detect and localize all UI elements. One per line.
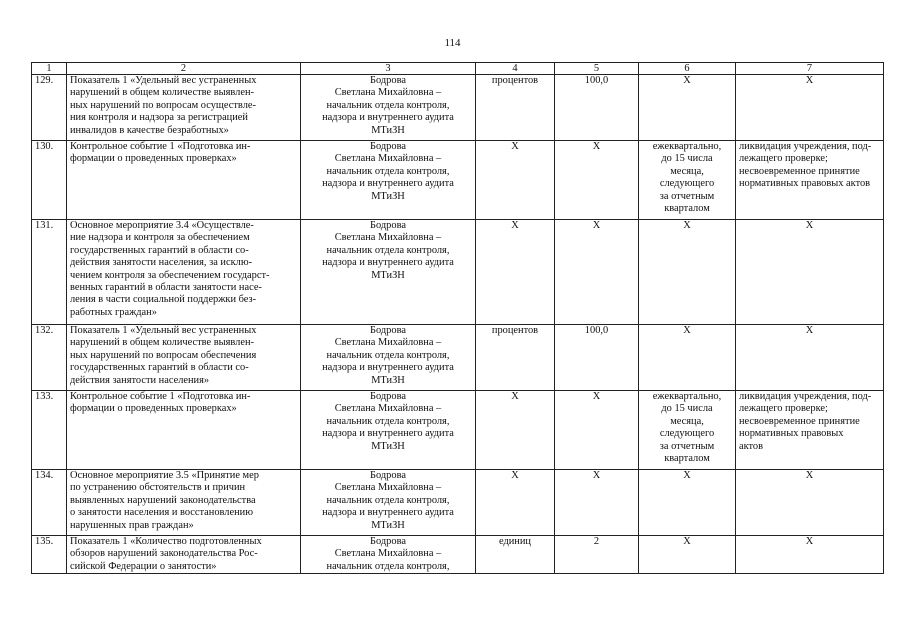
column-number: 2 [67, 63, 301, 75]
responsible-person-line: Светлана Михайловна – [334, 337, 442, 349]
reporting-deadline-line: Х [683, 325, 691, 336]
target-value-line: 100,0 [584, 75, 609, 86]
indicator-description-line: о занятости населения и восстановлению [70, 507, 253, 519]
indicator-description-cell [67, 391, 301, 470]
indicator-description-line: действия занятости населения» [70, 374, 210, 386]
responsible-person-line: надзора и внутреннего аудита [322, 178, 454, 190]
responsible-person-line: Бодрова [370, 75, 406, 86]
reporting-deadline-line: до 15 числа [661, 153, 713, 165]
risk-factors-line: Х [805, 75, 814, 86]
reporting-deadline-line: ежеквартально, [652, 141, 722, 152]
responsible-person-line: Бодрова [370, 470, 406, 481]
column-number-row [32, 63, 884, 75]
reporting-deadline-line: за отчетным [659, 440, 715, 452]
row-number: 129. [32, 75, 67, 141]
indicator-description-line: работных граждан» [70, 306, 157, 318]
responsible-person-line: надзора и внутреннего аудита [322, 428, 454, 440]
unit-of-measure-line: процентов [491, 325, 539, 336]
indicator-description-cell [67, 220, 301, 325]
risk-factors-cell [736, 391, 884, 470]
unit-of-measure-line: Х [511, 391, 519, 402]
reporting-deadline-line: кварталом [664, 203, 710, 215]
risk-factors-line: Х [805, 220, 814, 231]
risk-factors-cell [736, 536, 884, 574]
responsible-person-line: МТиЗН [371, 269, 405, 281]
target-value-cell [555, 220, 639, 325]
indicator-description-line: государственных гарантий в области со- [70, 244, 249, 256]
unit-of-measure-line: Х [511, 470, 519, 481]
responsible-person-line: Светлана Михайловна – [334, 482, 442, 494]
row-number: 131. [32, 220, 67, 325]
indicator-description-cell [67, 536, 301, 574]
responsible-person-cell [301, 75, 476, 141]
reporting-deadline-line: ежеквартально, [652, 391, 722, 402]
indicator-description-cell [67, 141, 301, 220]
responsible-person-line: надзора и внутреннего аудита [322, 507, 454, 519]
reporting-deadline-cell [639, 220, 736, 325]
row-number: 130. [32, 141, 67, 220]
responsible-person-line: Светлана Михайловна – [334, 403, 442, 415]
indicator-description-line: нарушений в общем количестве выявлен- [70, 337, 254, 349]
indicator-description-line: формации о проведенных проверках» [70, 403, 237, 415]
reporting-deadline-line: за отчетным [659, 190, 715, 202]
responsible-person-line: МТиЗН [371, 519, 405, 531]
table-row [32, 470, 884, 536]
risk-factors-cell [736, 75, 884, 141]
risk-factors-line: Х [805, 470, 814, 481]
responsible-person-line: МТиЗН [371, 374, 405, 386]
responsible-person-line: начальник отдела контроля, [326, 165, 450, 177]
indicator-description-line: Показатель 1 «Удельный вес устраненных [70, 75, 257, 86]
responsible-person-line: Бодрова [370, 536, 406, 547]
responsible-person-line: начальник отдела контроля, [326, 99, 450, 111]
column-number: 5 [555, 63, 639, 75]
responsible-person-line: МТиЗН [371, 190, 405, 202]
row-number: 133. [32, 391, 67, 470]
responsible-person-line: Бодрова [370, 391, 406, 402]
unit-of-measure-cell [476, 141, 555, 220]
indicator-description-line: сийской Федерации о занятости» [70, 560, 217, 572]
responsible-person-line: начальник отдела контроля, [326, 494, 450, 506]
responsible-person-cell [301, 391, 476, 470]
reporting-deadline-cell [639, 470, 736, 536]
responsible-person-line: Светлана Михайловна – [334, 153, 442, 165]
unit-of-measure-cell [476, 325, 555, 391]
table-row [32, 325, 884, 391]
target-value-cell [555, 141, 639, 220]
column-number: 4 [476, 63, 555, 75]
responsible-person-line: Бодрова [370, 220, 406, 231]
table-row [32, 75, 884, 141]
risk-factors-cell [736, 325, 884, 391]
target-value-cell [555, 75, 639, 141]
responsible-person-cell [301, 536, 476, 574]
table-row [32, 141, 884, 220]
reporting-deadline-cell [639, 536, 736, 574]
target-value-cell [555, 470, 639, 536]
reporting-deadline-line: кварталом [664, 453, 710, 465]
responsible-person-line: надзора и внутреннего аудита [322, 112, 454, 124]
risk-factors-line: несвоевременное принятие [739, 415, 860, 427]
risk-factors-cell [736, 220, 884, 325]
risk-factors-cell [736, 470, 884, 536]
responsible-person-cell [301, 220, 476, 325]
indicator-description-cell [67, 325, 301, 391]
program-table [31, 62, 884, 574]
indicator-description-line: Основное мероприятие 3.4 «Осуществле- [70, 220, 254, 231]
responsible-person-cell [301, 325, 476, 391]
reporting-deadline-cell [639, 75, 736, 141]
reporting-deadline-line: Х [683, 536, 691, 547]
responsible-person-line: начальник отдела контроля, [326, 415, 450, 427]
table-row [32, 220, 884, 325]
table-row [32, 391, 884, 470]
target-value-cell [555, 536, 639, 574]
responsible-person-line: Бодрова [370, 325, 406, 336]
risk-factors-line: несвоевременное принятие [739, 165, 860, 177]
unit-of-measure-line: Х [511, 141, 519, 152]
risk-factors-line: нормативных правовых актов [739, 178, 871, 190]
risk-factors-line: актов [739, 440, 764, 452]
indicator-description-cell [67, 75, 301, 141]
unit-of-measure-line: единиц [498, 536, 531, 547]
page-number: 114 [444, 37, 461, 49]
risk-factors-line: нормативных правовых [739, 428, 844, 440]
indicator-description-line: ных нарушений по вопросам обеспечения [70, 349, 257, 361]
indicator-description-line: Контрольное событие 1 «Подготовка ин- [70, 391, 251, 402]
indicator-description-line: ние надзора и контроля за обеспечением [70, 232, 250, 244]
reporting-deadline-line: следующего [659, 178, 715, 190]
column-number: 6 [639, 63, 736, 75]
indicator-description-line: по устранению обстоятельств и причин [70, 482, 246, 494]
responsible-person-cell [301, 470, 476, 536]
responsible-person-line: Светлана Михайловна – [334, 232, 442, 244]
reporting-deadline-line: до 15 числа [661, 403, 713, 415]
indicator-description-line: инвалидов в качестве безработных» [70, 124, 229, 136]
target-value-line: Х [592, 220, 601, 231]
indicator-description-line: Контрольное событие 1 «Подготовка ин- [70, 141, 251, 152]
risk-factors-line: ликвидация учреждения, под- [739, 141, 872, 152]
indicator-description-line: Основное мероприятие 3.5 «Принятие мер [70, 470, 259, 481]
reporting-deadline-line: Х [683, 220, 691, 231]
column-number: 1 [32, 63, 67, 75]
indicator-description-line: ления в части социальной поддержки без- [70, 294, 257, 306]
indicator-description-cell [67, 470, 301, 536]
indicator-description-line: нарушенных прав граждан» [70, 519, 194, 531]
responsible-person-line: Светлана Михайловна – [334, 87, 442, 99]
indicator-description-line: нарушений в общем количестве выявлен- [70, 87, 254, 99]
indicator-description-line: чением контроля за обеспечением государст- [70, 269, 270, 281]
responsible-person-cell [301, 141, 476, 220]
target-value-line: Х [592, 470, 601, 481]
indicator-description-line: ния контроля и надзора за регистрацией [70, 112, 248, 124]
target-value-line: Х [592, 141, 601, 152]
reporting-deadline-cell [639, 391, 736, 470]
target-value-line: Х [592, 391, 601, 402]
risk-factors-line: Х [805, 325, 814, 336]
target-value-cell [555, 391, 639, 470]
target-value-cell [555, 325, 639, 391]
unit-of-measure-cell [476, 470, 555, 536]
risk-factors-cell [736, 141, 884, 220]
risk-factors-line: лежащего проверке; [739, 403, 828, 415]
reporting-deadline-line: следующего [659, 428, 715, 440]
table-row [32, 536, 884, 574]
indicator-description-line: Показатель 1 «Удельный вес устраненных [70, 325, 257, 336]
row-number: 134. [32, 470, 67, 536]
row-number: 132. [32, 325, 67, 391]
risk-factors-line: Х [805, 536, 814, 547]
responsible-person-line: начальник отдела контроля, [326, 349, 450, 361]
risk-factors-line: ликвидация учреждения, под- [739, 391, 872, 402]
unit-of-measure-cell [476, 391, 555, 470]
indicator-description-line: действия занятости населения, за исклю- [70, 257, 253, 269]
indicator-description-line: ных нарушений по вопросам осуществле- [70, 99, 256, 111]
responsible-person-line: МТиЗН [371, 440, 405, 452]
unit-of-measure-line: Х [511, 220, 519, 231]
unit-of-measure-line: процентов [491, 75, 539, 86]
indicator-description-line: формации о проведенных проверках» [70, 153, 237, 165]
reporting-deadline-line: месяца, [670, 165, 704, 177]
responsible-person-line: начальник отдела контроля, [326, 560, 450, 572]
reporting-deadline-line: Х [683, 470, 691, 481]
row-number: 135. [32, 536, 67, 574]
indicator-description-line: венных гарантий в области занятости насе- [70, 282, 262, 294]
reporting-deadline-cell [639, 141, 736, 220]
indicator-description-line: Показатель 1 «Количество подготовленных [70, 536, 262, 547]
indicator-description-line: выявленных нарушений законодательства [70, 494, 256, 506]
indicator-description-line: государственных гарантий в области со- [70, 362, 249, 374]
unit-of-measure-cell [476, 220, 555, 325]
indicator-description-line: обзоров нарушений законодательства Рос- [70, 548, 258, 560]
target-value-line: 2 [593, 536, 600, 547]
responsible-person-line: начальник отдела контроля, [326, 244, 450, 256]
responsible-person-line: надзора и внутреннего аудита [322, 257, 454, 269]
responsible-person-line: МТиЗН [371, 124, 405, 136]
column-number: 3 [301, 63, 476, 75]
responsible-person-line: Бодрова [370, 141, 406, 152]
reporting-deadline-cell [639, 325, 736, 391]
unit-of-measure-cell [476, 536, 555, 574]
reporting-deadline-line: Х [683, 75, 691, 86]
responsible-person-line: Светлана Михайловна – [334, 548, 442, 560]
target-value-line: 100,0 [584, 325, 609, 336]
column-number: 7 [736, 63, 884, 75]
responsible-person-line: надзора и внутреннего аудита [322, 362, 454, 374]
risk-factors-line: лежащего проверке; [739, 153, 828, 165]
unit-of-measure-cell [476, 75, 555, 141]
reporting-deadline-line: месяца, [670, 415, 704, 427]
